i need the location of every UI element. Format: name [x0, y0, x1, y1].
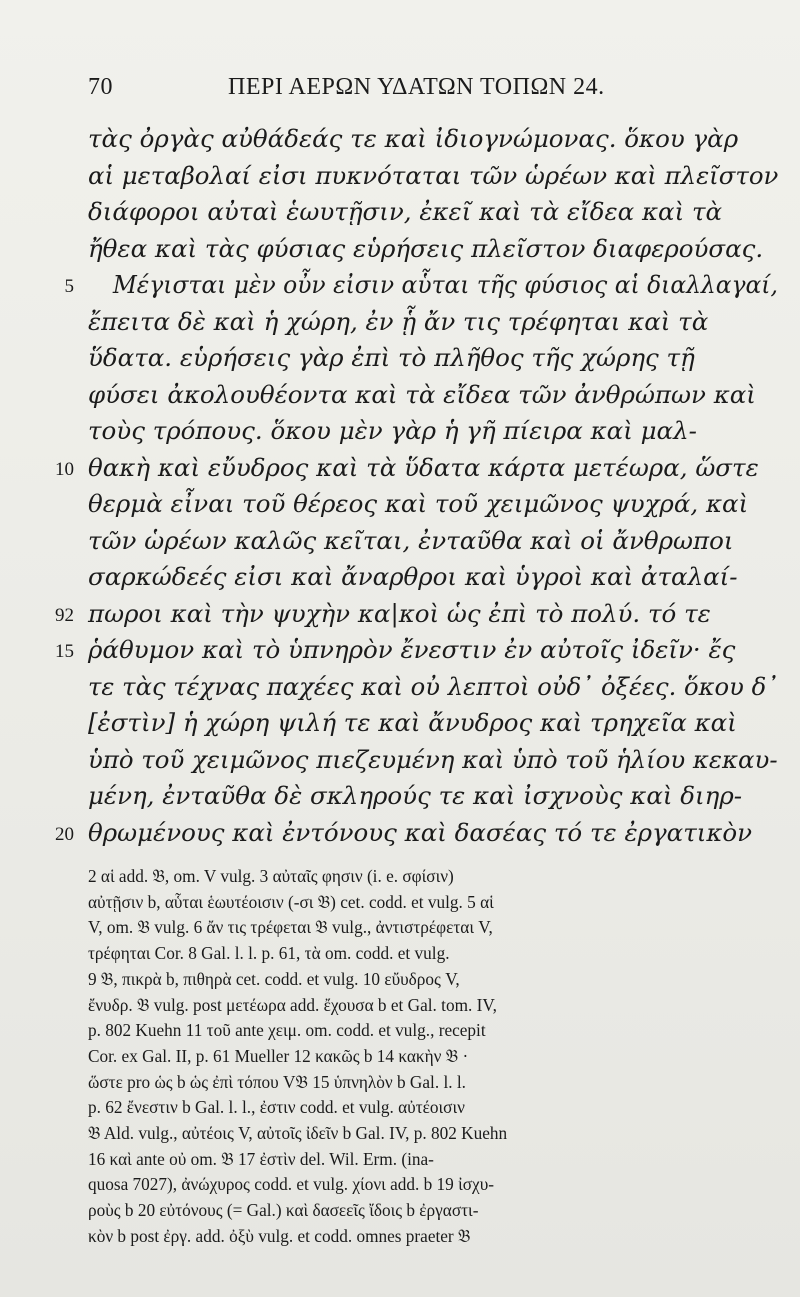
text-line-content: θερμὰ εἶναι τοῦ θέρεος καὶ τοῦ χειμῶνος ψυχρά, καὶ [88, 489, 749, 518]
text-line [88, 343, 788, 379]
text-line [88, 672, 788, 708]
text-line [88, 781, 788, 817]
apparatus-line: 16 καὶ ante οὐ om. 𝔅 17 ἐστὶν del. Wil. Erm. (ina- [88, 1148, 434, 1169]
text-line-content: τῶν ὡρέων καλῶς κεῖται, ἐνταῦθα καὶ οἱ ἄνθρωποι [88, 525, 734, 555]
text-line-content: τὰς ὀργὰς αὐθάδεάς τε καὶ ἰδιογνώμονας. ὅκου γὰρ [88, 124, 739, 153]
text-line [88, 562, 788, 598]
text-line [88, 635, 788, 671]
apparatus-line: p. 802 Kuehn 11 τοῦ ante χειμ. om. codd. et vulg., recepit [88, 1020, 486, 1041]
text-line [88, 526, 788, 562]
text-line-content: σαρκώδεές εἰσι καὶ ἄναρθροι καὶ ὑγροὶ καὶ ἀταλαί- [88, 562, 738, 591]
running-title: ΠΕΡΙ ΑΕΡΩΝ ΥΔΑΤΩΝ ΤΟΠΩΝ 24. [228, 74, 605, 100]
text-line-content: φύσει ἀκολουθέοντα καὶ τὰ εἴδεα τῶν ἀνθρώπων καὶ [88, 379, 756, 409]
text-line [88, 416, 788, 452]
text-line [88, 599, 788, 635]
text-line-content: θρωμένους καὶ ἐντόνους καὶ δασέας τό τε ἐργατικὸν [88, 817, 753, 847]
text-line [88, 745, 788, 781]
text-line-content: πωροι καὶ τὴν ψυχὴν κα|κοὶ ὡς ἐπὶ τὸ πολύ. τό τε [88, 598, 711, 628]
text-line [88, 818, 788, 854]
apparatus-line: ἔνυδρ. 𝔅 vulg. post μετέωρα add. ἔχουσα b et Gal. tom. IV, [88, 994, 497, 1015]
apparatus-line: 𝔅 Ald. vulg., αὐτέοις V, αὐτοῖς ἰδεῖν b Gal. IV, p. 802 Kuehn [88, 1123, 508, 1143]
line-number: 10 [55, 458, 74, 480]
text-line [88, 708, 788, 744]
line-number: 92 [55, 604, 74, 626]
text-line-content: ῥάθυμον καὶ τὸ ὑπνηρὸν ἔνεστιν ἐν αὐτοῖς ἰδεῖν· ἔς [88, 635, 736, 664]
text-line [88, 197, 788, 233]
page-number: 70 [88, 74, 113, 100]
apparatus-line: ροὺς b 20 εὐτόνους (= Gal.) καὶ δασεεῖς ἴδοις b ἐργαστι- [88, 1200, 479, 1221]
text-line-content: ὕδατα. εὑρήσεις γὰρ ἐπὶ τὸ πλῆθος τῆς χώρης τῇ [88, 343, 695, 372]
apparatus-line: ὥστε pro ὡς b ὡς ἐπὶ τόπου V𝔅 15 ὑπνηλὸν b Gal. l. l. [88, 1071, 466, 1092]
apparatus-line: αὐτῇσιν b, αὗται ἑωυτέοισιν (-σι 𝔅) cet. codd. et vulg. 5 αἱ [88, 891, 494, 912]
apparatus-line: p. 62 ἔνεστιν b Gal. l. l., ἐστιν codd. et vulg. αὐτέοισιν [88, 1097, 465, 1118]
text-line [88, 124, 788, 160]
text-line-content: τε τὰς τέχνας παχέες καὶ οὐ λεπτοὶ οὐδ᾽ ὀξέες. ὅκου δ᾽ [88, 671, 779, 701]
text-line [88, 489, 788, 525]
text-line-content: [ἐστὶν] ἡ χώρη ψιλή τε καὶ ἄνυδρος καὶ τρηχεῖα καὶ [88, 708, 737, 737]
apparatus-line: 9 𝔅, πικρὰ b, πιθηρὰ cet. codd. et vulg. 10 εὔυδρος V, [88, 968, 460, 989]
text-line-content: ἔπειτα δὲ καὶ ἡ χώρη, ἐν ᾗ ἄν τις τρέφηται καὶ τὰ [88, 306, 709, 336]
text-line [88, 270, 788, 306]
text-line [88, 453, 788, 489]
text-line-content: τοὺς τρόπους. ὅκου μὲν γὰρ ἡ γῆ πίειρα καὶ μαλ- [88, 416, 697, 445]
text-line-content: Μέγισται μὲν οὖν εἰσιν αὗται τῆς φύσιος αἱ διαλλαγαί, [112, 270, 778, 299]
line-number: 20 [55, 823, 74, 845]
apparatus-line: τρέφηται Cor. 8 Gal. l. l. p. 61, τὰ om. codd. et vulg. [88, 943, 450, 964]
line-number: 5 [64, 276, 74, 297]
text-line-content: θακὴ καὶ εὔυδρος καὶ τὰ ὕδατα κάρτα μετέωρα, ὥστε [88, 452, 759, 482]
apparatus-line: Cor. ex Gal. II, p. 61 Mueller 12 κακῶς b 14 κακὴν 𝔅 · [88, 1045, 469, 1066]
apparatus-line: κὸν b post ἐργ. add. ὀξὺ vulg. et codd. omnes praeter 𝔅 [88, 1225, 471, 1246]
text-line-content: διάφοροι αὐταὶ ἑωυτῇσιν, ἐκεῖ καὶ τὰ εἴδεα καὶ τὰ [88, 197, 723, 226]
running-head [88, 74, 778, 114]
text-line-content: ὑπὸ τοῦ χειμῶνος πιεζευμένη καὶ ὑπὸ τοῦ ἡλίου κεκαυ- [88, 744, 778, 774]
text-line-content: ἤθεα καὶ τὰς φύσιας εὑρήσεις πλεῖστον διαφερούσας. [88, 233, 764, 263]
text-line [88, 161, 788, 197]
apparatus-line: V, om. 𝔅 vulg. 6 ἄν τις τρέφεται 𝔅 vulg., ἀντιστρέφεται V, [88, 917, 493, 938]
apparatus-line: quosa 7027), ἀνώχυρος codd. et vulg. χίονι add. b 19 ἰσχυ- [88, 1174, 494, 1195]
text-line-content: αἱ μεταβολαί εἰσι πυκνόταται τῶν ὡρέων καὶ πλεῖστον [88, 160, 779, 190]
line-number: 15 [55, 641, 74, 662]
text-line-content: μένη, ἐνταῦθα δὲ σκληρούς τε καὶ ἰσχνοὺς καὶ διηρ- [88, 781, 743, 810]
text-line [88, 307, 788, 343]
text-line [88, 234, 788, 270]
text-line [88, 380, 788, 416]
apparatus-line: 2 αἱ add. 𝔅, om. V vulg. 3 αὐταῖς φησιν (i. e. σφίσιν) [88, 866, 454, 886]
